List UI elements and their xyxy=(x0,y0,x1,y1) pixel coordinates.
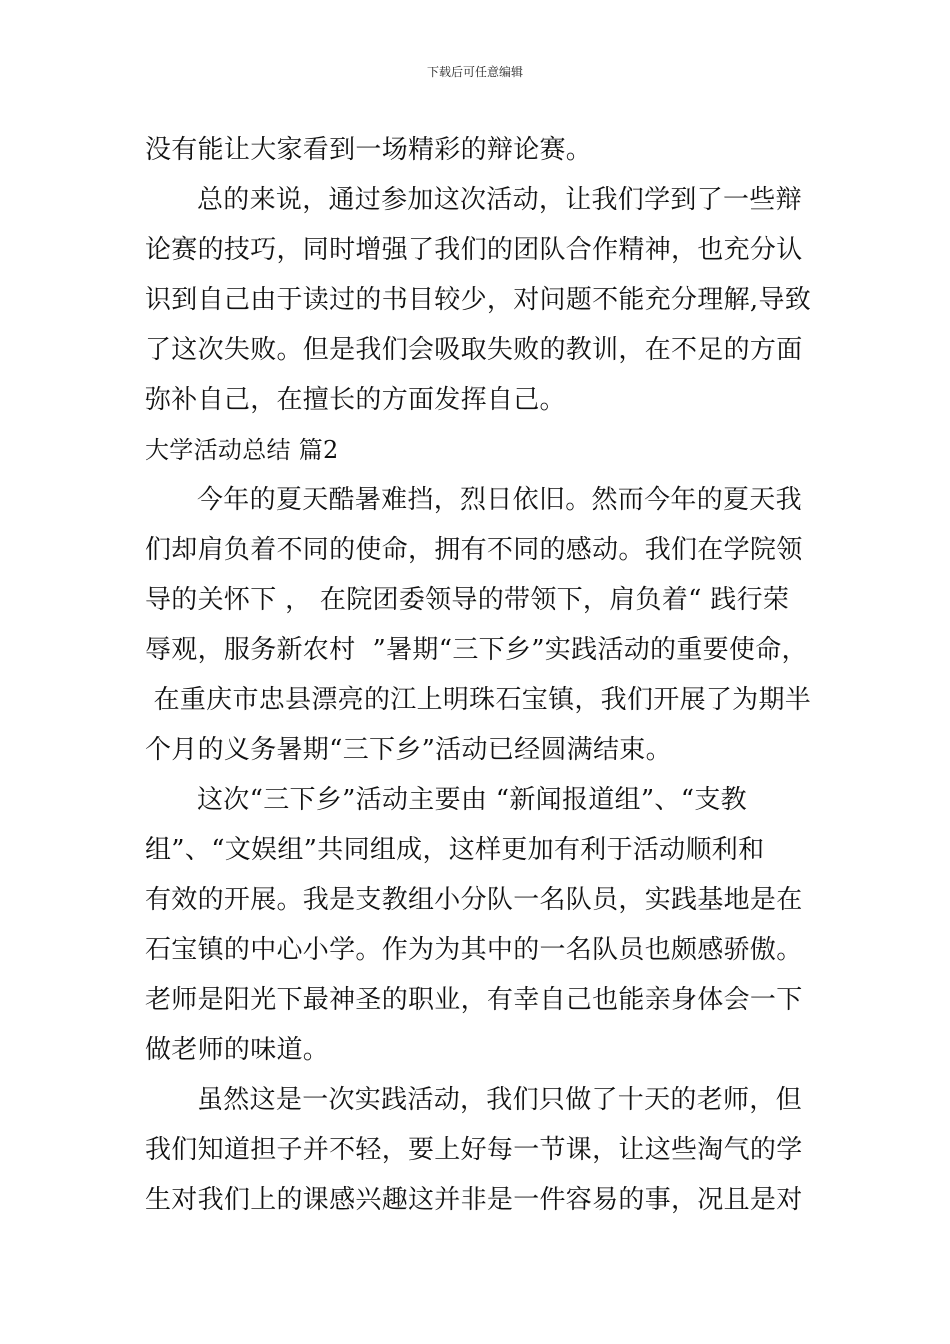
text-line: 生对我们上的课感兴趣这并非是一件容易的事，况且是对 xyxy=(145,1185,803,1215)
text-line: 我们知道担子并不轻，要上好每一节课，让这些淘气的学 xyxy=(145,1135,803,1165)
page-header: 下载后可任意编辑 xyxy=(426,65,523,79)
text-line: 在重庆市忠县漂亮的江上明珠石宝镇，我们开展了为期半 xyxy=(145,685,812,715)
paragraph-start-line: 虽然这是一次实践活动，我们只做了十天的老师，但 xyxy=(197,1085,802,1115)
text-line: 做老师的味道。 xyxy=(145,1035,330,1065)
document-body xyxy=(145,125,825,1225)
text-line: 老师是阳光下最神圣的职业，有幸自己也能亲身体会一下 xyxy=(145,985,803,1015)
text-line: 石宝镇的中心小学。作为为其中的一名队员也颇感骄傲。 xyxy=(145,935,803,965)
text-line: 没有能让大家看到一场精彩的辩论赛。 xyxy=(145,135,593,165)
text-line: 了这次失败。但是我们会吸取失败的教训，在不足的方面 xyxy=(145,335,803,365)
paragraph-start-line: 总的来说，通过参加这次活动，让我们学到了一些辩 xyxy=(197,185,802,215)
text-line: 们却肩负着不同的使命，拥有不同的感动。我们在学院领 xyxy=(145,535,803,565)
text-line: 辱观，服务新农村 ”暑期“三下乡”实践活动的重要使命， xyxy=(145,635,808,665)
section-heading: 大学活动总结 篇2 xyxy=(145,436,339,464)
text-line: 组”、“文娱组”共同组成，这样更加有利于活动顺利和 xyxy=(145,835,765,865)
text-line: 个月的义务暑期“三下乡”活动已经圆满结束。 xyxy=(145,735,672,765)
text-line: 论赛的技巧，同时增强了我们的团队合作精神，也充分认 xyxy=(145,235,803,265)
text-line: 导的关怀下 ， 在院团委领导的带领下，肩负着“ 践行荣 xyxy=(145,585,790,615)
text-line: 识到自己由于读过的书目较少，对问题不能充分理解,导致 xyxy=(145,285,812,315)
text-line: 有效的开展。我是支教组小分队一名队员，实践基地是在 xyxy=(145,885,803,915)
text-line: 弥补自己，在擅长的方面发挥自己。 xyxy=(145,385,566,415)
paragraph-start-line: 今年的夏天酷暑难挡，烈日依旧。然而今年的夏天我 xyxy=(197,485,802,515)
paragraph-start-line: 这次“三下乡”活动主要由 “新闻报道组”、“支教 xyxy=(197,785,747,815)
